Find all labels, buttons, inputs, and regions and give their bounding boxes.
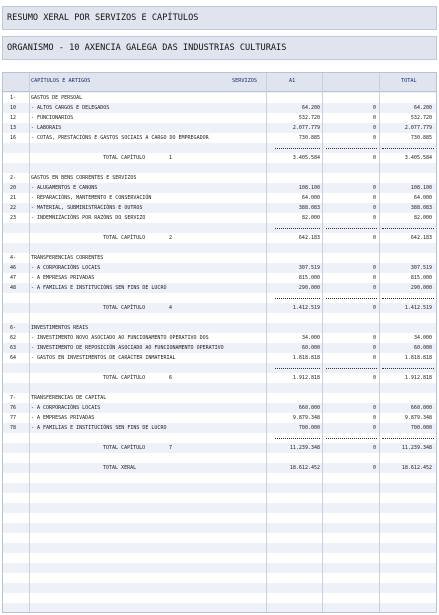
col-total: TOTAL xyxy=(401,78,417,84)
mid-value: 0 xyxy=(372,465,376,471)
chapter-total-label: TOTAL CAPÍTULO xyxy=(103,445,146,451)
mid-value: 0 xyxy=(372,415,376,421)
a1-value: 660.000 xyxy=(298,405,320,411)
article-desc: - FUNCIONARIOS xyxy=(31,115,74,121)
mid-value: 0 xyxy=(372,355,376,361)
total-value: 82.000 xyxy=(413,215,432,221)
a1-value: 730.885 xyxy=(298,135,320,141)
total-value: 730.885 xyxy=(410,135,432,141)
article-code: 47 xyxy=(10,275,17,281)
table-row xyxy=(3,184,436,193)
a1-value: 1.412.519 xyxy=(292,305,320,311)
chapter-total-number: 6 xyxy=(169,375,173,381)
a1-value: 532.720 xyxy=(298,115,320,121)
a1-value: 307.519 xyxy=(298,265,320,271)
chapter-total-number: 1 xyxy=(169,155,173,161)
total-value: 1.818.818 xyxy=(404,355,432,361)
total-value: 34.000 xyxy=(413,335,432,341)
table-row xyxy=(3,194,436,203)
a1-value: 11.239.348 xyxy=(289,445,320,451)
grand-total-label: TOTAL XERAL xyxy=(103,465,137,471)
total-value: 18.612.452 xyxy=(401,465,432,471)
article-code: 62 xyxy=(10,335,17,341)
a1-value: 9.879.348 xyxy=(292,415,320,421)
organismo-title: ORGANISMO - 10 AXENCIA GALEGA DAS INDUSTRIAS CULTURAIS xyxy=(2,36,437,60)
chapter-total-row xyxy=(3,154,436,163)
total-value: 60.000 xyxy=(413,345,432,351)
subtotal-rule xyxy=(382,228,434,229)
total-value: 3.405.584 xyxy=(404,155,432,161)
chapter-name: INVESTIMENTOS REAIS xyxy=(31,325,89,331)
chapter-name: TRANSFERENCIAS CORRENTES xyxy=(31,255,104,261)
table-row xyxy=(3,264,436,273)
chapter-total-row xyxy=(3,304,436,313)
table-row xyxy=(3,334,436,343)
chapter-code: 6- xyxy=(10,325,17,331)
article-desc: - ALUGAMENTOS E CANONS xyxy=(31,185,98,191)
subtotal-rule xyxy=(275,148,320,149)
article-desc: - INVESTIMENTO NOVO ASOCIADO AO FUNCIONAMENTO OPERATIVO DOS xyxy=(31,335,209,341)
a1-value: 64.200 xyxy=(301,105,320,111)
total-value: 108.100 xyxy=(410,185,432,191)
chapter-total-row xyxy=(3,374,436,383)
article-code: 21 xyxy=(10,195,17,201)
a1-value: 2.077.779 xyxy=(292,125,320,131)
subtotal-rule xyxy=(382,438,434,439)
article-code: 22 xyxy=(10,205,17,211)
article-code: 77 xyxy=(10,415,17,421)
table-row xyxy=(3,114,436,123)
mid-value: 0 xyxy=(372,375,376,381)
col-a1: A1 xyxy=(289,78,296,84)
col-capitulos: CAPÍTULOS E ARTIGOS xyxy=(31,78,91,84)
chapter-row xyxy=(3,174,436,183)
mid-value: 0 xyxy=(372,345,376,351)
article-code: 48 xyxy=(10,285,17,291)
a1-value: 1.818.818 xyxy=(292,355,320,361)
article-code: 13 xyxy=(10,125,17,131)
article-desc: - A CORPORACIÓNS LOCAIS xyxy=(31,265,101,271)
mid-value: 0 xyxy=(372,155,376,161)
article-desc: - A EMPRESAS PRIVADAS xyxy=(31,275,95,281)
grand-total-row xyxy=(3,464,436,473)
chapter-name: GASTOS DE PERSOAL xyxy=(31,95,83,101)
mid-value: 0 xyxy=(372,215,376,221)
a1-value: 60.000 xyxy=(301,345,320,351)
subtotal-rule xyxy=(382,148,434,149)
chapter-total-number: 7 xyxy=(169,445,173,451)
mid-value: 0 xyxy=(372,105,376,111)
article-desc: - A FAMILIAS E INSTITUCIÓNS SEN FINS DE LUCRO xyxy=(31,425,167,431)
chapter-total-label: TOTAL CAPÍTULO xyxy=(103,235,146,241)
report-title: RESUMO XERAL POR SERVIZOS E CAPÍTULOS xyxy=(2,6,437,30)
article-code: 12 xyxy=(10,115,17,121)
chapter-row xyxy=(3,254,436,263)
article-code: 76 xyxy=(10,405,17,411)
mid-value: 0 xyxy=(372,405,376,411)
mid-value: 0 xyxy=(372,275,376,281)
table-row xyxy=(3,104,436,113)
total-value: 388.083 xyxy=(410,205,432,211)
mid-value: 0 xyxy=(372,185,376,191)
chapter-total-row xyxy=(3,234,436,243)
chapter-row xyxy=(3,394,436,403)
total-value: 64.000 xyxy=(413,195,432,201)
subtotal-rule xyxy=(326,438,377,439)
chapter-total-label: TOTAL CAPÍTULO xyxy=(103,155,146,161)
a1-value: 290.000 xyxy=(298,285,320,291)
article-code: 46 xyxy=(10,265,17,271)
report-page xyxy=(2,2,437,613)
chapter-name: GASTOS EN BENS CORRENTES E SERVIZOS xyxy=(31,175,137,181)
total-value: 660.000 xyxy=(410,405,432,411)
article-desc: - INVESTIMENTO DE REPOSICIÓN ASOCIADO AO FUNCIONAMENTO OPERATIVO xyxy=(31,345,224,351)
subtotal-rule xyxy=(382,368,434,369)
table-row xyxy=(3,404,436,413)
chapter-total-label: TOTAL CAPÍTULO xyxy=(103,375,146,381)
chapter-code: 2- xyxy=(10,175,17,181)
a1-value: 642.183 xyxy=(298,235,320,241)
total-value: 11.239.348 xyxy=(401,445,432,451)
mid-value: 0 xyxy=(372,305,376,311)
total-value: 700.000 xyxy=(410,425,432,431)
total-value: 1.912.818 xyxy=(404,375,432,381)
chapter-row xyxy=(3,324,436,333)
subtotal-rule xyxy=(382,298,434,299)
subtotal-rule xyxy=(275,438,320,439)
chapter-total-number: 4 xyxy=(169,305,173,311)
total-value: 290.000 xyxy=(410,285,432,291)
article-desc: - A FAMILIAS E INSTITUCIÓNS SEN FINS DE LUCRO xyxy=(31,285,167,291)
a1-value: 18.612.452 xyxy=(289,465,320,471)
total-value: 1.412.519 xyxy=(404,305,432,311)
article-code: 23 xyxy=(10,215,17,221)
article-desc: - COTAS, PRESTACIÓNS E GASTOS SOCIAIS A CARGO DO EMPREGADOR xyxy=(31,135,209,141)
column-header xyxy=(3,73,436,92)
article-desc: - A EMPRESAS PRIVADAS xyxy=(31,415,95,421)
table-row xyxy=(3,214,436,223)
subtotal-rule xyxy=(326,228,377,229)
chapter-row xyxy=(3,94,436,103)
article-desc: - GASTOS EN INVESTIMENTOS DE CARÁCTER INMATERIAL xyxy=(31,355,176,361)
a1-value: 64.000 xyxy=(301,195,320,201)
mid-value: 0 xyxy=(372,445,376,451)
a1-value: 82.000 xyxy=(301,215,320,221)
a1-value: 34.000 xyxy=(301,335,320,341)
a1-value: 108.100 xyxy=(298,185,320,191)
subtotal-rule xyxy=(326,148,377,149)
a1-value: 388.083 xyxy=(298,205,320,211)
mid-value: 0 xyxy=(372,115,376,121)
article-desc: - ALTOS CARGOS E DELEGADOS xyxy=(31,105,110,111)
table-row xyxy=(3,424,436,433)
a1-value: 815.000 xyxy=(298,275,320,281)
subtotal-rule xyxy=(326,298,377,299)
mid-value: 0 xyxy=(372,235,376,241)
article-code: 16 xyxy=(10,135,17,141)
total-value: 2.077.779 xyxy=(404,125,432,131)
article-desc: - REPARACIÓNS, MANTEMENTO E CONSERVACIÓN xyxy=(31,195,152,201)
chapter-total-number: 2 xyxy=(169,235,173,241)
col-servizos: SERVIZOS xyxy=(232,78,257,84)
subtotal-rule xyxy=(326,368,377,369)
mid-value: 0 xyxy=(372,205,376,211)
table-row xyxy=(3,344,436,353)
budget-table xyxy=(2,72,437,613)
subtotal-rule xyxy=(275,228,320,229)
subtotal-rule xyxy=(275,298,320,299)
mid-value: 0 xyxy=(372,425,376,431)
chapter-name: TRANSFERENCIAS DE CAPITAL xyxy=(31,395,107,401)
table-row xyxy=(3,124,436,133)
total-value: 815.000 xyxy=(410,275,432,281)
article-code: 63 xyxy=(10,345,17,351)
mid-value: 0 xyxy=(372,125,376,131)
chapter-total-label: TOTAL CAPÍTULO xyxy=(103,305,146,311)
table-row xyxy=(3,284,436,293)
article-desc: - A CORPORACIÓNS LOCAIS xyxy=(31,405,101,411)
article-desc: - INDEMNIZACIÓNS POR RAZÓNS DO SERVIZO xyxy=(31,215,146,221)
a1-value: 3.405.584 xyxy=(292,155,320,161)
mid-value: 0 xyxy=(372,335,376,341)
total-value: 532.720 xyxy=(410,115,432,121)
total-value: 64.200 xyxy=(413,105,432,111)
subtotal-rule xyxy=(275,368,320,369)
article-code: 64 xyxy=(10,355,17,361)
table-row xyxy=(3,134,436,143)
chapter-code: 7- xyxy=(10,395,17,401)
article-desc: - MATERIAL, SUBMINISTRACIÓNS E OUTROS xyxy=(31,205,143,211)
table-row xyxy=(3,274,436,283)
total-value: 9.879.348 xyxy=(404,415,432,421)
a1-value: 700.000 xyxy=(298,425,320,431)
total-value: 307.519 xyxy=(410,265,432,271)
chapter-total-row xyxy=(3,444,436,453)
article-desc: - LABORAIS xyxy=(31,125,62,131)
chapter-code: 1- xyxy=(10,95,17,101)
table-row xyxy=(3,414,436,423)
mid-value: 0 xyxy=(372,285,376,291)
mid-value: 0 xyxy=(372,265,376,271)
table-row xyxy=(3,354,436,363)
chapter-code: 4- xyxy=(10,255,17,261)
mid-value: 0 xyxy=(372,195,376,201)
article-code: 10 xyxy=(10,105,17,111)
mid-value: 0 xyxy=(372,135,376,141)
article-code: 20 xyxy=(10,185,17,191)
a1-value: 1.912.818 xyxy=(292,375,320,381)
total-value: 642.183 xyxy=(410,235,432,241)
table-row xyxy=(3,204,436,213)
article-code: 78 xyxy=(10,425,17,431)
